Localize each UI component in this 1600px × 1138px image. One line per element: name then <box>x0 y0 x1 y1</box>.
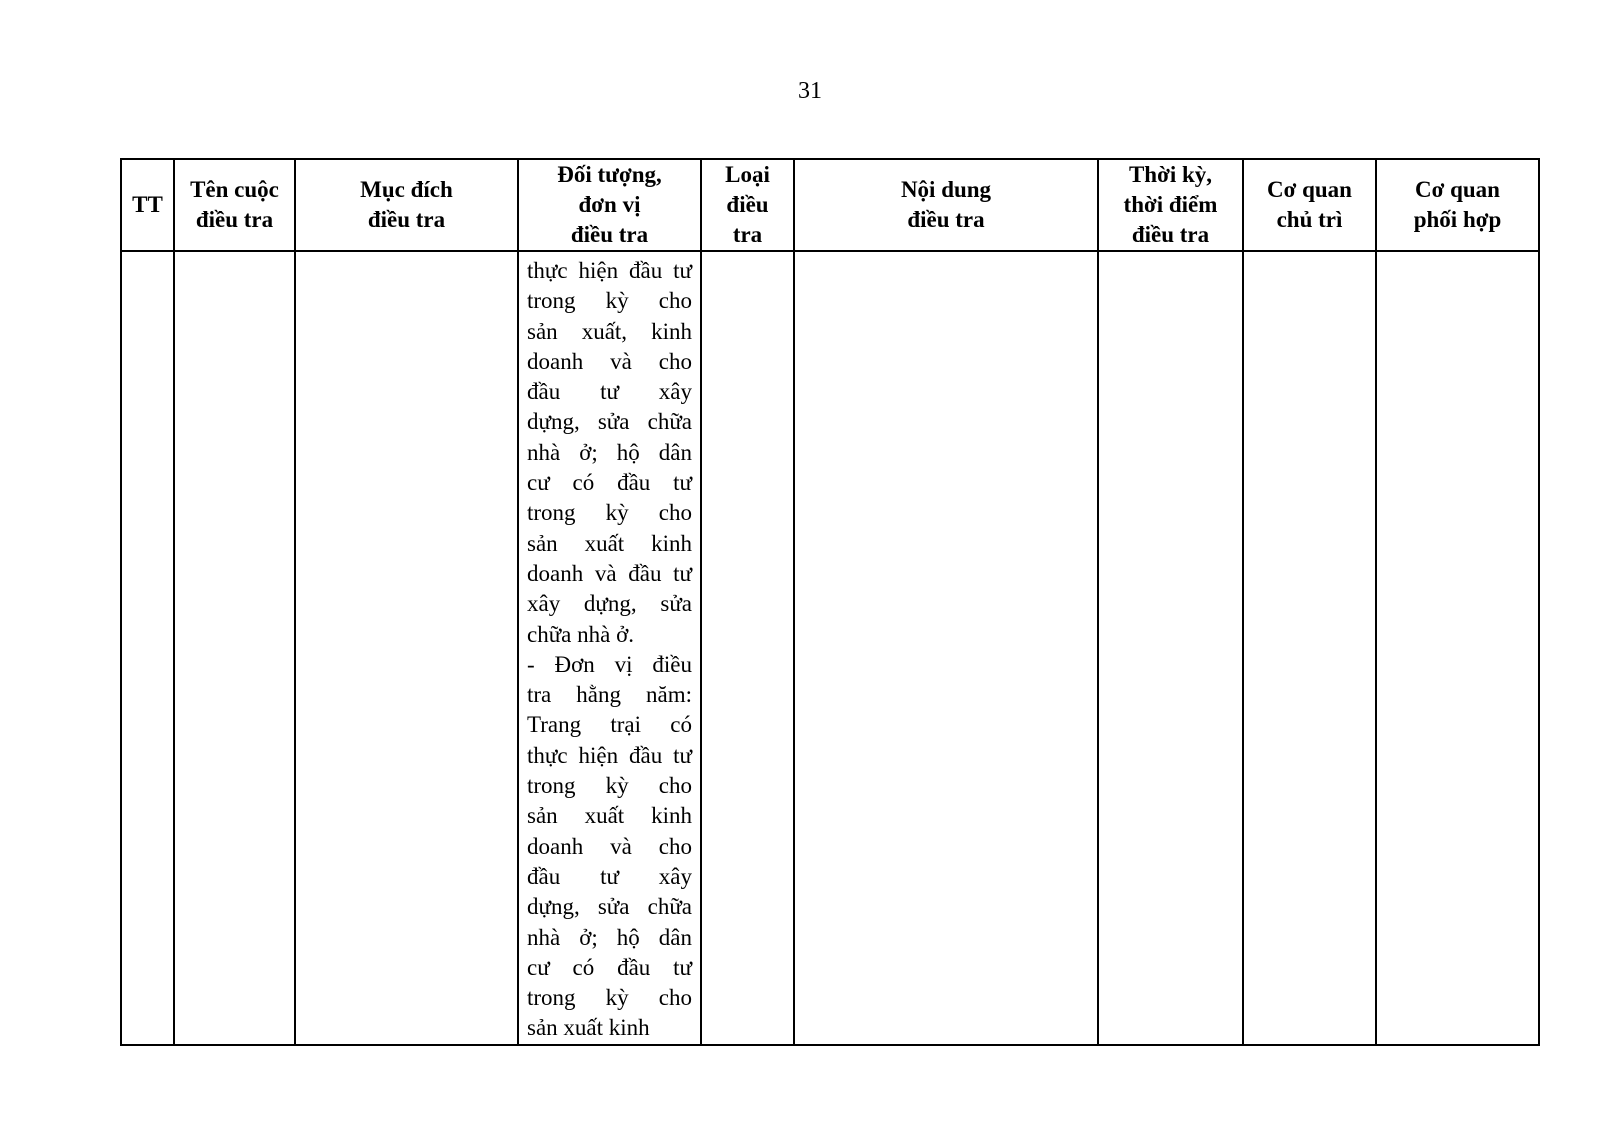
survey-object-line: đầu tư xây <box>527 379 692 405</box>
cell-survey-type <box>701 251 794 1045</box>
survey-object-line: nhà ở; hộ dân <box>527 924 692 950</box>
survey-object-line: sản xuất kinh <box>527 803 692 829</box>
survey-object-line: thực hiện đầu tư <box>527 258 692 283</box>
survey-object-line: Trang trại có <box>527 712 692 738</box>
header-survey-object: Đối tượng, đơn vị điều tra <box>518 159 701 251</box>
survey-object-line: doanh và cho <box>527 348 692 374</box>
survey-table <box>120 158 1540 1046</box>
cell-survey-purpose <box>295 251 518 1045</box>
survey-object-line: cư có đầu tư <box>527 470 692 496</box>
header-lead-agency: Cơ quan chủ trì <box>1243 159 1376 251</box>
survey-object-line: trong kỳ cho <box>527 288 692 314</box>
cell-coordinating-agency <box>1376 251 1539 1045</box>
header-survey-content: Nội dung điều tra <box>794 159 1098 251</box>
survey-object-line: doanh và đầu tư <box>527 560 692 586</box>
cell-lead-agency <box>1243 251 1376 1045</box>
survey-object-line: dựng, sửa chữa <box>527 409 692 435</box>
cell-tt <box>121 251 174 1045</box>
survey-object-line: trong kỳ cho <box>527 985 692 1011</box>
header-survey-period: Thời kỳ, thời điểm điều tra <box>1098 159 1243 251</box>
survey-object-line: doanh và cho <box>527 833 692 859</box>
header-survey-name: Tên cuộc điều tra <box>174 159 295 251</box>
survey-object-line: tra hằng năm: <box>527 682 692 708</box>
survey-object-line: trong kỳ cho <box>527 500 692 526</box>
table-header-row <box>121 159 1539 251</box>
survey-object-line: sản xuất kinh <box>527 530 692 556</box>
header-survey-type: Loại điều tra <box>701 159 794 251</box>
survey-object-line: xây dựng, sửa <box>527 591 692 617</box>
page-number: 31 <box>798 78 822 104</box>
survey-object-line: sản xuất kinh <box>527 1015 650 1041</box>
cell-survey-period <box>1098 251 1243 1045</box>
table-row <box>121 251 1539 1045</box>
header-tt: TT <box>121 159 174 251</box>
cell-survey-content <box>794 251 1098 1045</box>
survey-object-line: sản xuất, kinh <box>527 318 692 344</box>
survey-object-line: - Đơn vị điều <box>527 651 692 677</box>
survey-object-line: đầu tư xây <box>527 863 692 889</box>
survey-object-line: thực hiện đầu tư <box>527 742 692 768</box>
cell-survey-name <box>174 251 295 1045</box>
cell-survey-object <box>518 251 701 1045</box>
survey-object-line: cư có đầu tư <box>527 954 692 980</box>
survey-object-line: trong kỳ cho <box>527 773 692 799</box>
survey-object-line: dựng, sửa chữa <box>527 894 692 920</box>
header-coordinating-agency: Cơ quan phối hợp <box>1376 159 1539 251</box>
survey-object-text <box>519 252 700 1044</box>
survey-object-line: nhà ở; hộ dân <box>527 439 692 465</box>
survey-object-line: chữa nhà ở. <box>527 621 635 647</box>
header-survey-purpose: Mục đích điều tra <box>295 159 518 251</box>
